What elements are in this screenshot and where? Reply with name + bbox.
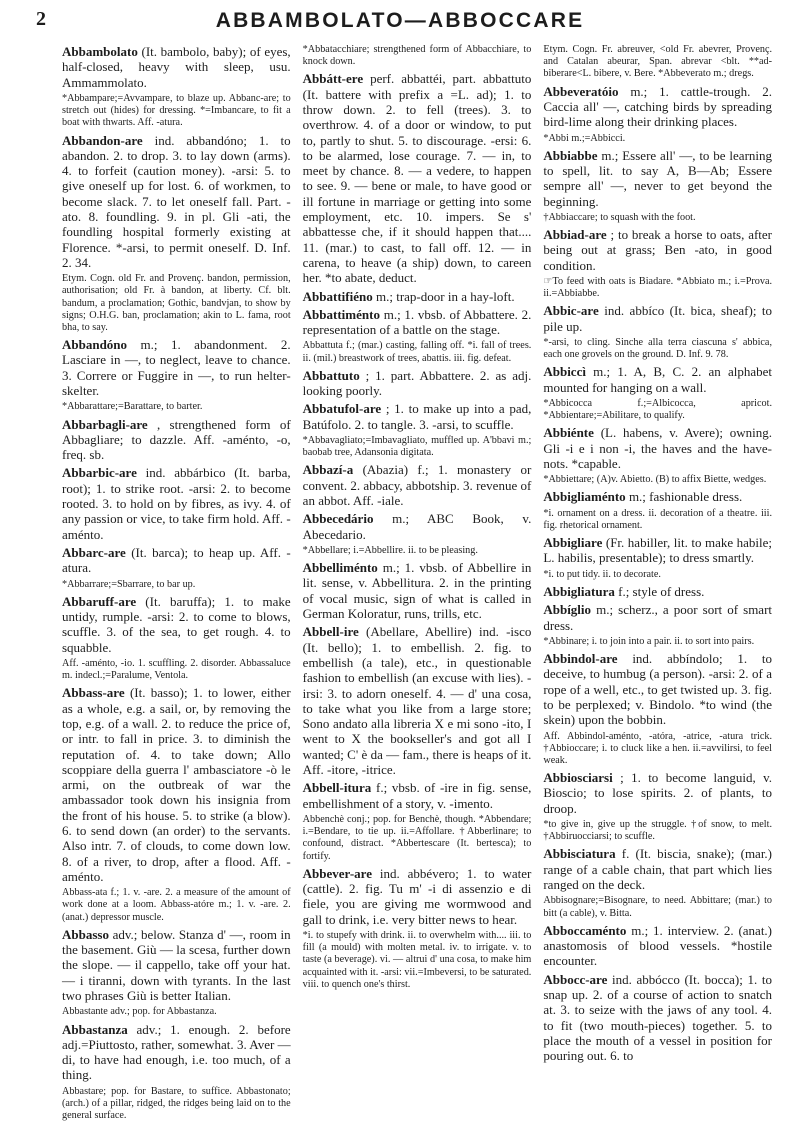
entry-definition: *Abbi m.;=Abbicci. [543, 132, 626, 144]
dictionary-entry [62, 44, 291, 90]
entry-definition: †Abbiaccare; to squash with the foot. [543, 211, 696, 223]
entry-definition: ind. abbócco (It. bocca); 1. to snap up. 2. of a course of action to snatch at. 3. to seize with the jaws of any tool. 4. to fit (two mouth-pieces) together. 5. to place the mouth of a vessel in position for pouring out. 6. to [543, 971, 773, 1064]
entry-headword: Abbattuto [302, 367, 360, 383]
entry-definition: *Abbiettare; (A)v. Abietto. (B) to affix Biette, wedges. [543, 474, 767, 486]
dictionary-subentry [543, 276, 772, 300]
entry-definition: adv.; 1. enough. 2. before adj.=Piuttosto, rather, somewhat. 3. Aver — di, to have had enough, i.e. too much, of a thing. [62, 1021, 291, 1083]
entry-headword: Abbatufol-are [302, 401, 382, 417]
dictionary-entry [543, 535, 772, 566]
entry-definition: (Abazia) f.; 1. monastery or convent. 2. abbacy, abbotship. 3. revenue of an abbot. Aff. -iale. [302, 462, 532, 509]
entry-definition: ; 1. to make up into a pad, Batúfolo. 2. to tangle. 3. -arsi, to scuffle. [302, 401, 532, 432]
entry-headword: Abbiad-are [543, 227, 607, 243]
dictionary-subentry [543, 337, 772, 361]
dictionary-entry [543, 227, 772, 273]
dictionary-entry [543, 364, 772, 395]
entry-headword: Abboccaménto [543, 922, 627, 938]
entry-definition: ind. abbíco (It. bica, sheaf); to pile up. [543, 303, 773, 334]
column-1 [62, 44, 291, 1122]
column-3 [543, 44, 772, 1114]
dictionary-entry [303, 307, 532, 338]
dictionary-entry [303, 71, 532, 285]
dictionary-subentry [303, 545, 532, 557]
dictionary-subentry [303, 435, 532, 459]
dictionary-entry [303, 401, 532, 432]
page-number: 2 [36, 8, 46, 30]
dictionary-entry [62, 1022, 291, 1083]
entry-definition: m.; fashionable dress. [628, 489, 743, 505]
dictionary-entry [543, 602, 772, 633]
dictionary-entry [62, 927, 291, 1003]
dictionary-subentry [62, 1006, 291, 1018]
entry-definition: (It. bambolo, baby); of eyes, half-closed, heavy with sleep, usu. Ammammolato. [62, 44, 291, 90]
entry-definition: m.; scherz., a poor sort of smart dress. [543, 602, 773, 633]
dictionary-entry [62, 337, 291, 398]
entry-definition: m.; 1. vbsb. of Abbattere. 2. representation of a battle on the stage. [302, 306, 532, 338]
entry-headword: Abbíglio [543, 602, 592, 618]
entry-headword: Abbisciatura [543, 846, 616, 862]
entry-definition: ind. abbíndolo; 1. to deceive, to humbug (a person). -arsi: 2. of a rope of a well, etc., to get twisted up. 3. fig. to be perplexed; v. Bindolo. *to wind (the skein) upon the bobbin. [543, 651, 773, 728]
entry-definition: f.; vbsb. of -ire in fig. sense, embellishment of a story, v. -imento. [302, 780, 532, 811]
entry-definition: m.; 1. interview. 2. (anat.) anastomosis of blood vessels. *hostile encounter. [543, 922, 773, 969]
dictionary-subentry [543, 731, 772, 768]
entry-definition: Aff. Abbindol-aménto, -atóra, -atrice, -atura trick. †Abbioccare; i. to cluck like a hen. ii.=avvilirsi, to feel weak. [543, 730, 773, 766]
entry-definition: (It. baruffa); 1. to make untidy, rumple. -arsi: 2. to come to blows, scuffle. 3. of the sea, to get rough. 4. to squabble. [62, 593, 291, 655]
entry-definition: *Abbinare; i. to join into a pair. ii. to sort into pairs. [543, 635, 755, 647]
dictionary-entry [62, 133, 291, 271]
dictionary-subentry [543, 212, 772, 224]
entry-headword: Abbattifiéno [302, 288, 373, 304]
dictionary-entry [543, 489, 772, 504]
dictionary-entry [543, 148, 772, 209]
dictionary-entry [303, 511, 532, 542]
entry-headword: Abbell-itura [302, 780, 372, 796]
entry-headword: Abbazí-a [302, 462, 354, 478]
entry-definition: *Abbellare; i.=Abbellire. ii. to be pleasing. [302, 544, 478, 556]
entry-headword: Abbátt-ere [302, 71, 364, 87]
entry-headword: Abbandon-are [62, 132, 143, 148]
entry-definition: (It. barca); to heap up. Aff. -atura. [62, 544, 291, 576]
dictionary-subentry [543, 44, 772, 81]
entry-definition: *-arsi, to cling. Sinche alla terra ciascuna s' abbica, each one grovels on the ground. D. Inf. 9. 78. [543, 336, 773, 361]
dictionary-entry [62, 545, 291, 576]
entry-definition: *Abbavagliato;=Imbavagliato, muffled up. A'bbavi m.; baobab tree, Adansonia digitata. [302, 435, 532, 459]
entry-definition: ; to break a horse to oats, after being out at grass; Ben -ato, in good condition. [543, 227, 773, 273]
dictionary-entry [303, 560, 532, 621]
entry-definition: Abbass-ata f.; 1. v. -are. 2. a measure of the amount of work done at a loom. Abbass-atóre m.; 1. v. -are. 2. (anat.) depressor muscle. [62, 887, 291, 923]
entry-definition: Etym. Cogn. old Fr. and Provenç. bandon, permission, authorisation; old Fr. à bandon, at liberty. Cf. blt. bandum, a proclamation; Gothic, bandvjan, to show by signs; O.H.G. ban, proclamation; akin to L. fama, root bha, to say. [62, 273, 291, 333]
entry-definition: , strengthened form of Abbagliare; to dazzle. Aff. -aménto, -o, freq. sb. [62, 416, 291, 463]
dictionary-subentry [543, 636, 772, 648]
entry-headword: Abbarbic-are [62, 465, 137, 481]
entry-headword: Abbecedário [302, 511, 374, 527]
dictionary-entry [543, 584, 772, 599]
dictionary-entry [543, 972, 772, 1064]
entry-headword: Abbattiménto [302, 306, 380, 322]
entry-definition: (L. habens, v. Avere); owning. Gli -i e i non -i, the haves and the have-nots. *capable. [543, 425, 773, 471]
entry-definition: m.; 1. vbsb. of Abbellire in lit. sense, v. Abbellitura. 2. in the printing of vocal music, sign of what is called in German Koloratur, runs, trills, etc. [302, 560, 532, 622]
entry-definition: ind. abbárbico (It. barba, root); 1. to strike root. -arsi: 2. to become rooted. 3. to hold on by fibres, as ivy. 4. of any passion or vice, to take firm hold. Aff. -aménto. [62, 465, 291, 542]
entry-definition: *Abbarrare;=Sbarrare, to bar up. [62, 578, 196, 590]
dictionary-subentry [62, 658, 291, 682]
dictionary-subentry [543, 508, 772, 532]
dictionary-entry [303, 624, 532, 777]
entry-definition: (It. basso); 1. to lower, either as a whole, e.g. a sail, or, by removing the top, e.g. of a wall. 2. to reduce the price of, or intr. to fall in price. 3. to diminish the reputation of. 4. to take down; Allo scoppiare della guerra l' ambasciatore -ò le armi, on the outbreak of war the ambassador took down his insignia from the front of his house. 5. to strike (a blow). 6. to send down (an order) to the servants. Also intr. 7. of clouds, to come down low. 8. of a river, to drop, after a flood. Aff. -aménto. [62, 685, 291, 884]
dictionary-subentry [303, 814, 532, 863]
entry-headword: Abbigliare [543, 535, 603, 551]
dictionary-entry [62, 594, 291, 655]
dictionary-subentry [543, 895, 772, 919]
entry-definition: (Abellare, Abellire) ind. -isco (It. bello); 1. to embellish. 2. fig. to embellish (a tale), etc., in questionable fashion to embellish (an excuse with lies). -irsi: 3. to adorn oneself. 4. — d' una cosa, to take what you like from a large store; Sono andato alla libreria X e mi sono -ito, I went to X the bookseller's and got all I wanted; C' è da — fam., there is heaps of it. Aff. -itore, -itrice. [302, 624, 532, 777]
entry-definition: ☞To feed with oats is Biadare. *Abbiato m.; i.=Prova. ii.=Abbiabbe. [543, 275, 773, 300]
entry-definition: Abbastare; pop. for Bastare, to suffice. Abbastonato; (arch.) of a pillar, ridged, the ridges being laid on to the general surface. [62, 1085, 291, 1122]
entry-headword: Abbarbagli-are [62, 416, 148, 432]
dictionary-subentry [62, 1086, 291, 1122]
entry-definition: f. (It. biscia, snake); (mar.) range of a cable chain, that part which lies ranged on the deck. [543, 846, 773, 893]
dictionary-entry [62, 685, 291, 884]
entry-definition: Aff. -aménto, -io. 1. scuffling. 2. disorder. Abbassaluce m. indecl.;=Paralume, Ventola. [62, 657, 291, 682]
entry-headword: Abbiccì [543, 364, 586, 380]
entry-headword: Abbic-are [543, 303, 599, 319]
entry-definition: Abbisognare;=Bisognare, to need. Abbittare; (mar.) to bitt (a cable), v. Bitta. [543, 895, 773, 919]
dictionary-entry [62, 465, 291, 541]
dictionary-subentry [543, 133, 772, 145]
entry-definition: Abbenchè conj.; pop. for Benchè, though. *Abbendare; i.=Bendare, to tie up. ii.=Affollare. †Abberlinare; to confound, distract. *Abbertescare (It. bertesca); to fortify. [302, 813, 532, 862]
entry-definition: (Fr. habiller, lit. to make habile; L. habilis, presentable); to dress smartly. [543, 535, 773, 566]
entry-definition: adv.; below. Stanza d' —, room in the basement. Giù — la scesa, further down the slope. — il cappello, take off your hat. — i tiranni, down with tyrants. In the last two phrases Giù is better Italian. [62, 926, 291, 1003]
entry-headword: Abbindol-are [543, 651, 618, 667]
dictionary-subentry [303, 930, 532, 991]
entry-definition: *Abbatacchiare; strengthened form of Abbacchiare, to knock down. [302, 44, 532, 68]
dictionary-entry [543, 651, 772, 727]
dictionary-entry [303, 289, 532, 304]
entry-definition: perf. abbattéi, part. abbattuto (It. battere with prefix a =L. ad); 1. to throw down. 2. to fell (trees). 3. to overthrow. 4. of a door or window, to put to, partly to shut. 5. to discourage. -ersi: 6. to be alarmed, lose courage. 7. — in, to meet by chance. 8. — a vedere, to happen to see. 9. — bene or male, to have good or ill fortune in marriage or getting into some employment, etc. 10. impers. Se s' abbattesse che, if it should happen that.... 11. (mar.) to cast, to fall off. 12. — in carena, to heave (a ship) down, to careen her. *to abate, deduct. [302, 71, 532, 286]
entry-definition: Etym. Cogn. Fr. abreuver, <old Fr. abevrer, Provenç. and Catalan abeurar, Span. abrevar <blt. **ad-biberare<L. bibere, v. Bere. *Abbeverato m.; dregs. [543, 44, 773, 80]
entry-definition: m.; ABC Book, v. Abecedario. [302, 511, 532, 542]
entry-headword: Abbiénte [543, 425, 594, 441]
entry-headword: Abbigliaménto [543, 489, 626, 505]
entry-headword: Abbiabbe [543, 147, 598, 163]
dictionary-entry [543, 425, 772, 471]
dictionary-entry [543, 923, 772, 969]
entry-definition: *to give in, give up the struggle. †of snow, to melt. †Abbiruocciarsi; to scuffle. [543, 819, 773, 843]
column-2 [303, 44, 532, 1114]
dictionary-entry [303, 780, 532, 811]
dictionary-entry [543, 84, 772, 130]
entry-definition: ; 1. to become languid, v. Bioscio; to lose spirits. 2. of plants, to droop. [543, 770, 773, 816]
dictionary-subentry [62, 273, 291, 334]
dictionary-subentry [62, 579, 291, 591]
entry-definition: ind. abbandóno; 1. to abandon. 2. to drop. 3. to lay down (arms). 4. to forfeit (caution money). -arsi: 5. to give oneself up for lost. 6. of workmen, to become slack. 7. to let oneself fall. Part. -ato. 8. foundling. 9. in pl. Gli -ati, the foundling hospital formerly existing at Florence. *-arsi, to permit oneself. D. Inf. 2. 34. [62, 132, 291, 270]
entry-headword: Abbambolato [62, 44, 138, 59]
entry-columns [62, 44, 773, 1122]
entry-definition: m.; Essere all' —, to be learning to spell, lit. to say A, B—Ab; Essere sempre all' —, never to get beyond the beginning. [543, 147, 773, 209]
entry-definition: m.; 1. A, B, C. 2. an alphabet mounted for hanging on a wall. [543, 364, 773, 395]
entry-headword: Abbeveratóio [543, 83, 619, 99]
entry-definition: *i. to put tidy. ii. to decorate. [543, 568, 661, 580]
entry-definition: *i. ornament on a dress. ii. decoration of a theatre. iii. fig. rhetorical ornament. [543, 507, 773, 531]
entry-headword: Abbastanza [62, 1021, 128, 1037]
entry-headword: Abbocc-are [543, 971, 608, 987]
entry-headword: Abbarc-are [62, 544, 126, 560]
dictionary-subentry [543, 398, 772, 422]
entry-headword: Abbasso [62, 926, 109, 942]
dictionary-subentry [62, 887, 291, 924]
entry-definition: m.; 1. cattle-trough. 2. Caccia all' —, catching birds by spreading bird-lime along their drinking places. [543, 83, 773, 130]
entry-headword: Abbiosciarsi [543, 770, 613, 786]
entry-definition: *Abbicocca f.;=Albicocca, apricot. *Abbientare;=Abilitare, to qualify. [543, 397, 773, 422]
entry-definition: Abbastante adv.; pop. for Abbastanza. [62, 1006, 217, 1018]
entry-definition: ind. abbévero; 1. to water (cattle). 2. fig. Tu m' -i di assenzio e di fiele, you are giving me wormwood and gall to drink, i.e. very bitter news to hear. [302, 865, 532, 927]
entry-headword: Abbigliatura [543, 583, 615, 599]
dictionary-subentry [62, 401, 291, 413]
dictionary-subentry [543, 474, 772, 486]
entry-headword: Abbass-are [62, 685, 125, 701]
dictionary-subentry [62, 93, 291, 130]
running-head: ABBAMBOLATO—ABBOCCARE [215, 9, 585, 32]
entry-definition: Abbattuta f.; (mar.) casting, falling off. *i. fall of trees. ii. (mil.) breastwork of trees, abattis. iii. fig. defeat. [302, 340, 532, 364]
entry-definition: *Abbampare;=Avvampare, to blaze up. Abbanc-are; to stretch out (hides) for dressing. *=Imbancare, to fit a boat with thwarts. Aff. -atura. [62, 92, 291, 129]
entry-definition: *Abbarattare;=Barattare, to barter. [62, 401, 203, 413]
dictionary-entry [543, 770, 772, 816]
entry-headword: Abbaruff-are [62, 593, 137, 609]
dictionary-subentry [543, 819, 772, 843]
entry-definition: ; 1. part. Abbattere. 2. as adj. looking poorly. [302, 367, 532, 399]
dictionary-subentry [303, 340, 532, 364]
entry-definition: m.; trap-door in a hay-loft. [375, 288, 515, 304]
entry-headword: Abbever-are [302, 865, 372, 881]
entry-definition: f.; style of dress. [618, 583, 705, 599]
dictionary-entry [303, 368, 532, 399]
entry-definition: *i. to stupefy with drink. ii. to overwhelm with.... iii. to fill (a mould) with molten metal. iv. to irrigate. v. to taste (a beverage). vi. — altrui d' una cosa, to make him acquainted with it. -arsi: vii.=Imbeversi, to be saturated. viii. to quench one's thirst. [302, 929, 532, 990]
dictionary-subentry [543, 569, 772, 581]
entry-definition: m.; 1. abandonment. 2. Lasciare in —, to neglect, leave to chance. 3. Correre or Fuggire in —, to run helter-skelter. [62, 337, 291, 399]
dictionary-entry [303, 462, 532, 508]
entry-headword: Abbell-ire [302, 624, 359, 640]
dictionary-entry [543, 303, 772, 334]
dictionary-entry [62, 417, 291, 463]
dictionary-subentry [303, 44, 532, 68]
dictionary-entry [543, 846, 772, 892]
entry-headword: Abbandóno [62, 337, 128, 353]
dictionary-entry [303, 866, 532, 927]
entry-headword: Abbelliménto [302, 560, 378, 576]
